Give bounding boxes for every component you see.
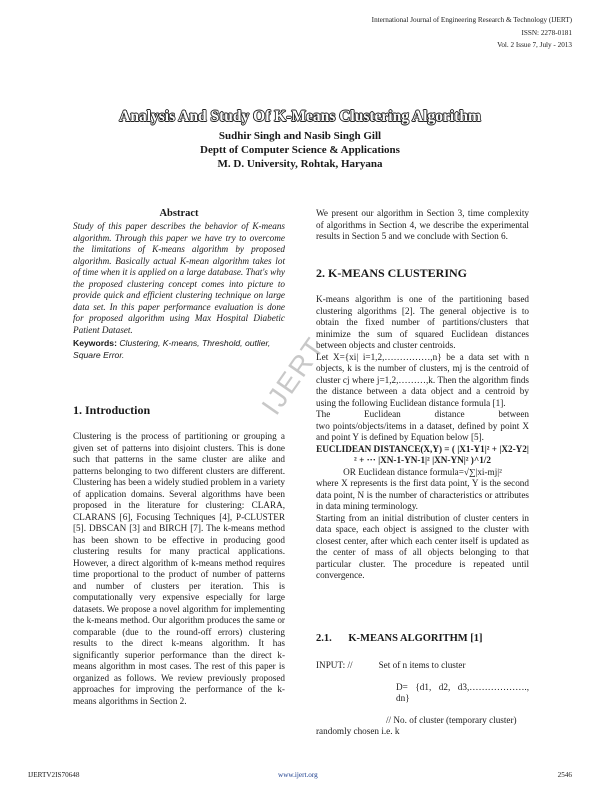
- right-intro-text: We present our algorithm in Section 3, time complexity of algorithms in Section 4, we describe the experimental results in Section 5 and we conclude with Section 6.: [316, 208, 529, 241]
- section2-p3b: two points/objects/items in a dataset, defined by point X and point Y is defined by Equation below [5].: [316, 420, 529, 442]
- title-block: [0, 108, 600, 171]
- section21-title: K-MEANS ALGORITHM [1]: [348, 633, 483, 644]
- algorithm-input: [316, 660, 529, 738]
- intro-heading: 1. Introduction: [73, 403, 151, 417]
- input-label: INPUT: //: [316, 660, 353, 670]
- dataset-definition: D= {d1, d2, d3,………………., dn}: [396, 681, 529, 703]
- section2-p1: K-means algorithm is one of the partitioning based clustering algorithms [2]. The general objective is to obtain the fixed number of partitions/clusters that minimize the sum of squared Euclidean distances between objects and cluster centroids.: [316, 294, 529, 350]
- section2-heading: 2. K-MEANS CLUSTERING: [316, 266, 468, 280]
- abstract-text: Study of this paper describes the behavior of K-means algorithm. Through this paper we have try to overcome the limitations of K-means algorithm by proposed algorithm. Basically actual K-mean algorithm takes lot of time when it is applied on a large database. That's why the proposed clustering concept comes into picture to provide quick and efficient clustering technique on large data set. In this paper performance evaluation is done for proposed algorithm using Max Hospital Diabetic Patient Dataset.: [73, 221, 285, 335]
- paper-title: Analysis And Study Of K-Means Clustering Algorithm: [119, 108, 481, 125]
- input-text: Set of n items to cluster: [378, 660, 466, 670]
- section2-p4: where X represents is the first data point, Y is the second data point, N is the number of characteristics or attributes in data mining terminology.: [316, 478, 529, 511]
- journal-name: International Journal of Engineering Research & Technology (IJERT): [371, 16, 572, 24]
- journal-header: [372, 14, 572, 52]
- footer-website-link[interactable]: www.ijert.org: [278, 771, 318, 779]
- euclidean-formula: OR Euclidean distance formula=√∑|xi-mj|²: [343, 466, 502, 477]
- abstract-heading: Abstract: [159, 208, 199, 219]
- abstract-section: [73, 208, 285, 361]
- intro-text: Clustering is the process of partitioning or grouping a given set of patterns into disjoint clusters. This is done such that patterns in the same cluster are alike and patterns belonging to two different clusters are different. Clustering has been a widely studied problem in a variety of application domains. Several algorithms have been proposed in the literature for clustering: CLARA, CLARANS [6], Focusing Techniques [4], P-CLUSTER [5]. DBSCAN [3] and BIRCH [7]. The k-means method has been shown to be effective in producing good clustering results for many practical applications. However, a direct algorithm of k-means method requires time proportional to the product of number of patterns and number of clusters per iteration. This is computationally very expensive especially for large datasets. We propose a novel algorithm for implementing the k-means method. Our algorithm produces the same or comparable (due to the round-off errors) clustering results to the direct k-means algorithm. It has significantly superior performance than the direct k-means algorithm in most cases. The rest of this paper is organized as follows. We review previously proposed approaches for improving the performance of the k-means algorithms in Section 2.: [73, 431, 285, 706]
- volume-info: Vol. 2 Issue 7, July - 2013: [497, 41, 572, 49]
- footer-page-number: 2546: [557, 771, 572, 779]
- keywords-label: Keywords:: [73, 338, 117, 348]
- section2-body: [316, 294, 529, 582]
- section2-p5: Starting from an initial distribution of cluster centers in data space, each object is assigned to the cluster with closest center, after which each center itself is updated as the center of mass of all objects belonging to that particular cluster. The procedure is repeated until convergence.: [316, 512, 529, 580]
- section21-heading: [316, 633, 529, 644]
- k-comment-2: randomly chosen i.e. k: [316, 726, 400, 736]
- section21-number: 2.1.: [316, 633, 332, 644]
- issn: ISSN: 2278-0181: [521, 28, 572, 37]
- section2-p2: Let X={xi| i=1,2,……………,n} be a data set with n objects, k is the number of clusters, mj is the centroid of cluster cj where j=1,2,………,k. Then the algorithm finds the distance between a data object and a centroid by using the following Euclidean distance formula [1].: [316, 351, 529, 408]
- affiliation-dept: Deptt of Computer Science & Applications: [200, 144, 400, 156]
- authors: Sudhir Singh and Nasib Singh Gill: [218, 130, 382, 142]
- watermark: IJERT: [255, 331, 331, 421]
- footer-paper-id: IJERTV2IS70648: [28, 771, 80, 779]
- section2-p3a: The Euclidean distance between: [316, 409, 529, 419]
- euclidean-equation: EUCLIDEAN DISTANCE(X,Y) = ( |X1-Y1|² + |X2-Y2|² + ··· |XN-1-YN-1|² |XN-YN|² )^1/2: [316, 443, 529, 465]
- affiliation-university: M. D. University, Rohtak, Haryana: [217, 158, 383, 170]
- keywords-text: Clustering, K-means, Threshold, outlier, Square Error.: [73, 338, 271, 360]
- keywords: [73, 338, 285, 361]
- k-comment: // No. of cluster (temporary cluster): [386, 714, 517, 725]
